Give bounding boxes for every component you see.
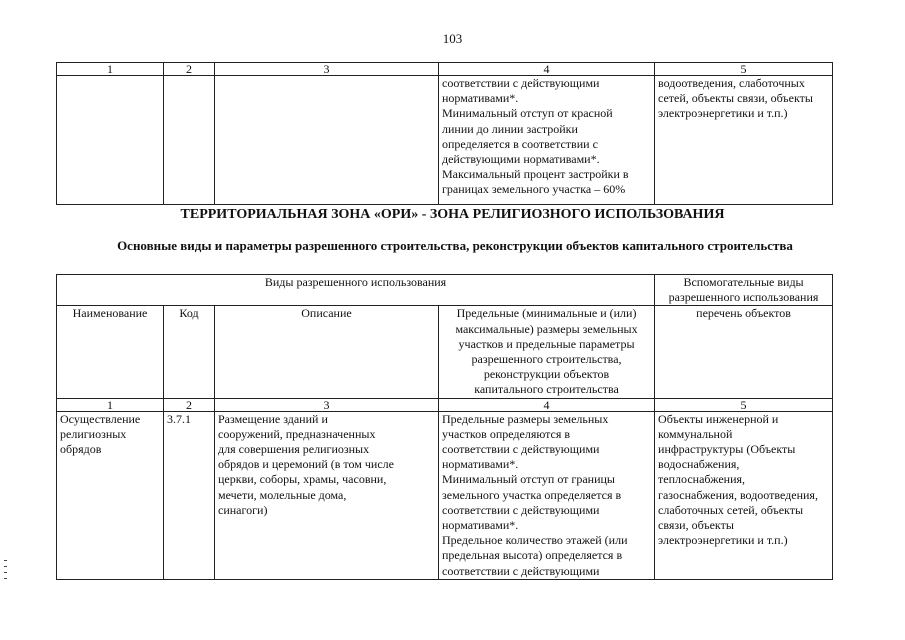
cell-objects: водоотведения, слаботочных сетей, объекты связи, объекты электроэнергетики и т.п.): [655, 76, 833, 205]
permitted-use-table: [56, 274, 833, 580]
continuation-table: [56, 62, 833, 205]
header-objects: перечень объектов: [655, 306, 833, 398]
column-number: 1: [57, 63, 164, 76]
cell-code: [164, 76, 215, 205]
table-subtitle: Основные виды и параметры разрешенного строительства, реконструкции объектов капитального строительства: [117, 238, 793, 253]
cell-description: [215, 76, 439, 205]
cell-code: 3.7.1: [164, 411, 215, 579]
header-name: Наименование: [57, 306, 164, 398]
group-header-types: Виды разрешенного использования: [57, 275, 655, 306]
column-number: 2: [164, 63, 215, 76]
column-number: 2: [164, 398, 215, 411]
section-title: ТЕРРИТОРИАЛЬНАЯ ЗОНА «ОРИ» - ЗОНА РЕЛИГИОЗНОГО ИСПОЛЬЗОВАНИЯ: [180, 207, 725, 222]
column-number: 4: [439, 63, 655, 76]
group-header-row: [57, 275, 833, 306]
table-row: [57, 411, 833, 579]
page-number: 103: [442, 31, 463, 46]
table-row: [57, 76, 833, 205]
header-description: Описание: [215, 306, 439, 398]
header-limits: Предельные (минимальные и (или) максимальные) размеры земельных участков и предельные параметры разрешенного строительства, реконструкции объектов капитального строительства: [439, 306, 655, 398]
column-header-row: [57, 306, 833, 398]
cell-objects: Объекты инженерной и коммунальной инфраструктуры (Объекты водоснабжения, теплоснабжения, газоснабжения, водоотведения, слаботочных сетей, объекты связи, объекты электроэнергетики и т.п.): [655, 411, 833, 579]
cell-description: Размещение зданий и сооружений, предназначенных для совершения религиозных обрядов и церемоний (в том числе церкви, соборы, храмы, часовни, мечети, молельные дома, синагоги): [215, 411, 439, 579]
column-number: 5: [655, 63, 833, 76]
column-number: 3: [215, 63, 439, 76]
scan-margin-marks: [4, 560, 8, 590]
column-number: 1: [57, 398, 164, 411]
header-code: Код: [164, 306, 215, 398]
column-number: 4: [439, 398, 655, 411]
column-number-row: [57, 398, 833, 411]
column-number-row: [57, 63, 833, 76]
cell-name: Осуществление религиозных обрядов: [57, 411, 164, 579]
cell-limits: Предельные размеры земельных участков определяются в соответствии с действующими нормативами*. Минимальный отступ от границы земельного участка определяется в соответствии с действующими нормативами*. Предельное количество этажей (или предельная высота) определяется в соответствии с действующими: [439, 411, 655, 579]
column-number: 5: [655, 398, 833, 411]
cell-name: [57, 76, 164, 205]
column-number: 3: [215, 398, 439, 411]
cell-limits: соответствии с действующими нормативами*. Минимальный отступ от красной линии до линии застройки определяется в соответствии с действующими нормативами*. Максимальный процент застройки в границах земельного участка – 60%: [439, 76, 655, 205]
group-header-auxiliary: Вспомогательные виды разрешенного использования: [655, 275, 833, 306]
